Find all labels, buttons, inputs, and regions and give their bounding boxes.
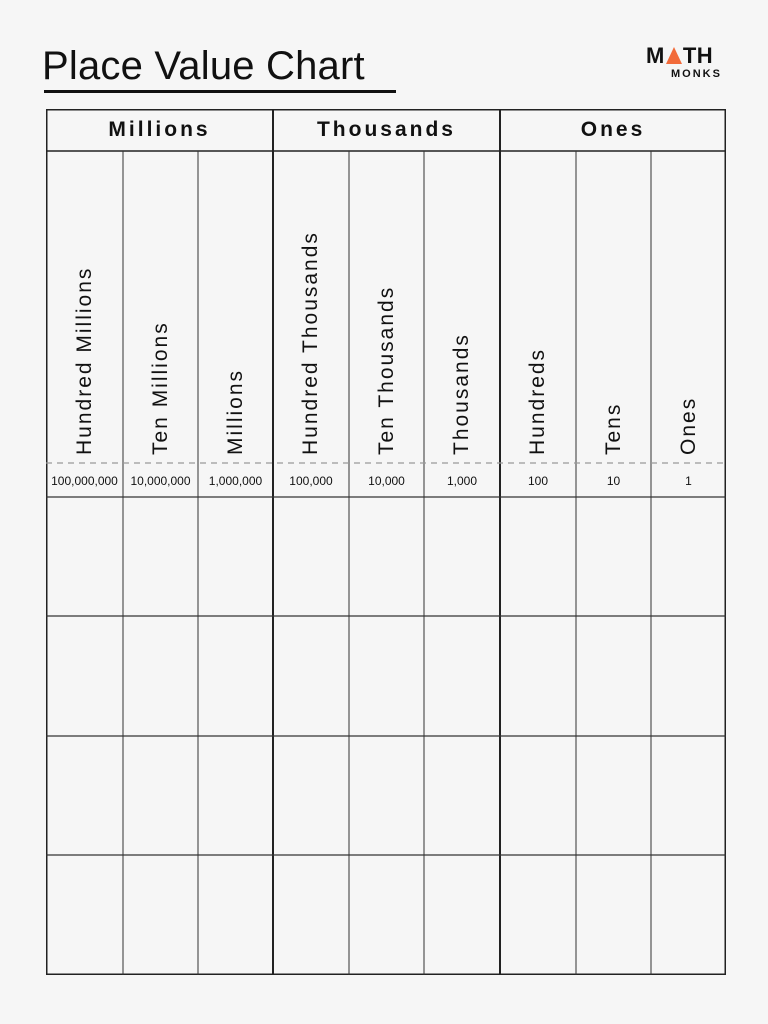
column-label-tens: Tens xyxy=(601,402,625,455)
logo-letters-th: TH xyxy=(682,43,714,68)
column-value-ones: 1 xyxy=(685,474,692,488)
column-value-ten-millions: 10,000,000 xyxy=(130,474,191,488)
place-value-table xyxy=(46,109,726,975)
column-value-hundred-thousands: 100,000 xyxy=(289,474,333,488)
column-value-millions: 1,000,000 xyxy=(208,474,263,488)
logo-wordmark xyxy=(646,44,713,68)
column-label-ones: Ones xyxy=(676,396,700,455)
column-label-ten-millions: Ten Millions xyxy=(148,321,172,455)
column-value-ten-thousands: 10,000 xyxy=(368,474,405,488)
logo-letter-m: M xyxy=(646,43,665,68)
column-label-hundred-millions: Hundred Millions xyxy=(72,266,96,455)
column-value-hundreds: 100 xyxy=(527,474,549,488)
group-header-millions: Millions xyxy=(108,118,211,141)
table-grid-lines xyxy=(46,109,726,975)
column-label-ten-thousands: Ten Thousands xyxy=(374,285,398,455)
column-value-thousands: 1,000 xyxy=(446,474,478,488)
group-header-thousands: Thousands xyxy=(316,118,456,141)
column-value-tens: 10 xyxy=(606,474,621,488)
page-title: Place Value Chart xyxy=(42,44,365,88)
column-label-millions: Millions xyxy=(223,368,247,455)
column-label-hundred-thousands: Hundred Thousands xyxy=(299,231,322,455)
title-underline xyxy=(44,90,396,93)
math-monks-logo xyxy=(646,44,726,84)
table-border xyxy=(47,110,726,975)
column-value-hundred-millions: 100,000,000 xyxy=(51,474,118,488)
group-header-ones: Ones xyxy=(580,118,646,141)
logo-subtitle: MONKS xyxy=(671,68,722,80)
column-label-thousands: Thousands xyxy=(450,333,473,455)
triangle-icon xyxy=(666,47,682,64)
column-label-hundreds: Hundreds xyxy=(526,347,549,455)
